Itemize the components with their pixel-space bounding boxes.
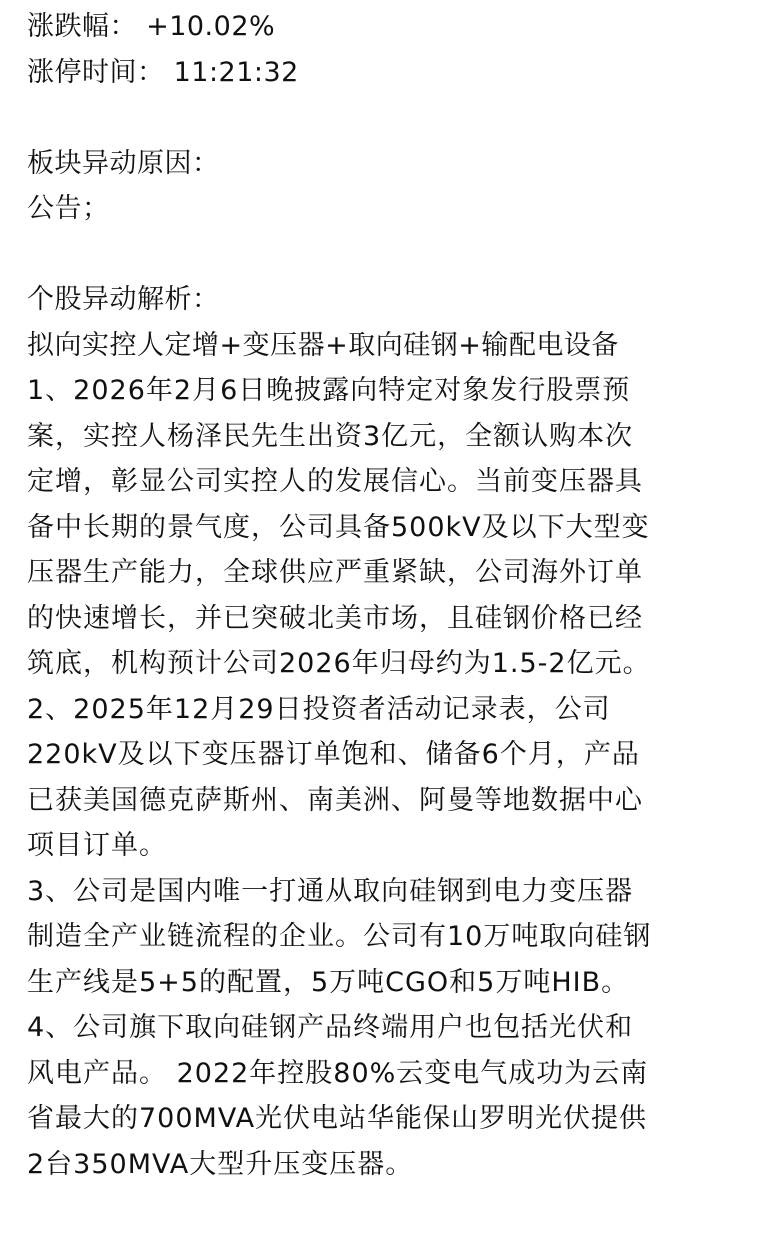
spacer <box>27 232 740 278</box>
point-line: 筑底，机构预计公司2026年归母约为1.5-2亿元。 <box>27 648 651 679</box>
point-line: 已获美国德克萨斯州、南美洲、阿曼等地数据中心 <box>27 784 643 816</box>
point-line: 220kV及以下变压器订单饱和、储备6个月，产品 <box>27 739 640 770</box>
point-line: 1、2026年2月6日晚披露向特定对象发行股票预 <box>27 375 631 406</box>
point-line: 2台350MVA大型升压变压器。 <box>27 1148 414 1180</box>
point-line: 3、公司是国内唯一打通从取向硅钢到电力变压器 <box>27 875 634 907</box>
point-line: 风电产品。 2022年控股80%云变电气成功为云南 <box>27 1057 649 1089</box>
analysis-point-1 <box>27 368 740 687</box>
point-line: 制造全产业链流程的企业。公司有10万吨取向硅钢 <box>27 921 652 952</box>
point-line: 4、公司旗下取向硅钢产品终端用户也包括光伏和 <box>27 1012 634 1043</box>
analysis-heading: 个股异动解析： <box>27 284 220 315</box>
analysis-point-4 <box>27 1005 740 1187</box>
point-line: 省最大的700MVA光伏电站华能保山罗明光伏提供 <box>27 1103 648 1134</box>
spacer <box>27 95 740 141</box>
analysis-point-3 <box>27 869 740 1006</box>
point-line: 备中长期的景气度，公司具备500kV及以下大型变 <box>27 511 650 543</box>
point-line: 项目订单。 <box>27 830 167 861</box>
point-line: 案，实控人杨泽民先生出资3亿元，全额认购本次 <box>27 420 634 452</box>
limit-up-time-line: 涨停时间： 11:21:32 <box>27 56 299 88</box>
point-line: 生产线是5+5的配置，5万吨CGO和5万吨HIB。 <box>27 966 630 998</box>
analysis-point-2 <box>27 687 740 869</box>
point-line: 定增，彰显公司实控人的发展信心。当前变压器具 <box>27 466 643 497</box>
point-line: 2、2025年12月29日投资者活动记录表，公司 <box>27 693 611 725</box>
point-line: 压器生产能力，全球供应严重紧缺，公司海外订单 <box>27 557 643 588</box>
sector-heading: 板块异动原因： <box>27 147 220 179</box>
change-percent-line: 涨跌幅： +10.02% <box>27 11 276 42</box>
point-line: 的快速增长，并已突破北美市场，且硅钢价格已经 <box>27 602 643 634</box>
sector-reason: 公告； <box>27 193 110 224</box>
analysis-summary: 拟向实控人定增+变压器+取向硅钢+输配电设备 <box>27 329 619 361</box>
